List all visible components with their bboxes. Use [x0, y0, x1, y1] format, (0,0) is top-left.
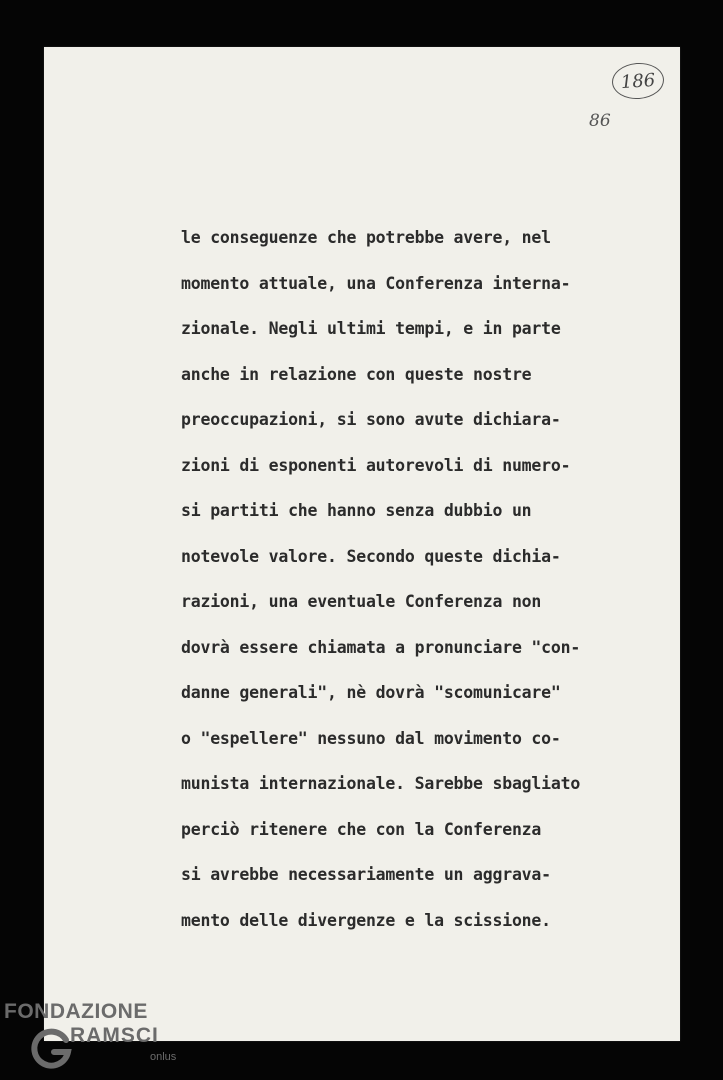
text-line: momento attuale, una Conferenza interna- — [181, 273, 571, 293]
text-line: zionale. Negli ultimi tempi, e in parte — [181, 319, 561, 338]
text-line: notevole valore. Secondo queste dichia- — [181, 546, 561, 566]
text-line: dovrà essere chiamata a pronunciare "con- — [181, 637, 581, 657]
archive-number: 186 — [620, 69, 656, 93]
text-line: mento delle divergenze e la scissione. — [181, 910, 551, 930]
text-line: le conseguenze che potrebbe avere, nel — [181, 228, 551, 247]
typewritten-text — [181, 223, 671, 951]
document-page — [44, 47, 680, 1041]
watermark-onlus: onlus — [150, 1051, 177, 1063]
watermark-line1: FONDAZIONE — [4, 1000, 148, 1023]
text-line: munista internazionale. Sarebbe sbagliato — [181, 774, 581, 793]
text-line: razioni, una eventuale Conferenza non — [181, 592, 542, 611]
watermark-line2: RAMSCI — [70, 1024, 159, 1047]
text-line: zioni di esponenti autorevoli di numero- — [181, 455, 571, 475]
page-number: 86 — [589, 111, 611, 131]
text-line: si partiti che hanno senza dubbio un — [181, 501, 532, 520]
text-line: anche in relazione con queste nostre — [181, 364, 532, 384]
text-line: perciò ritenere che con la Conferenza — [181, 819, 542, 839]
fondazione-gramsci-watermark — [4, 1000, 204, 1078]
g-logo-icon — [28, 1026, 74, 1072]
text-line: preoccupazioni, si sono avute dichiara- — [181, 410, 561, 429]
text-line: si avrebbe necessariamente un aggrava- — [181, 865, 551, 884]
archive-number-stamp — [611, 61, 665, 101]
text-line: o "espellere" nessuno dal movimento co- — [181, 728, 561, 748]
text-line: danne generali", nè dovrà "scomunicare" — [181, 683, 561, 702]
